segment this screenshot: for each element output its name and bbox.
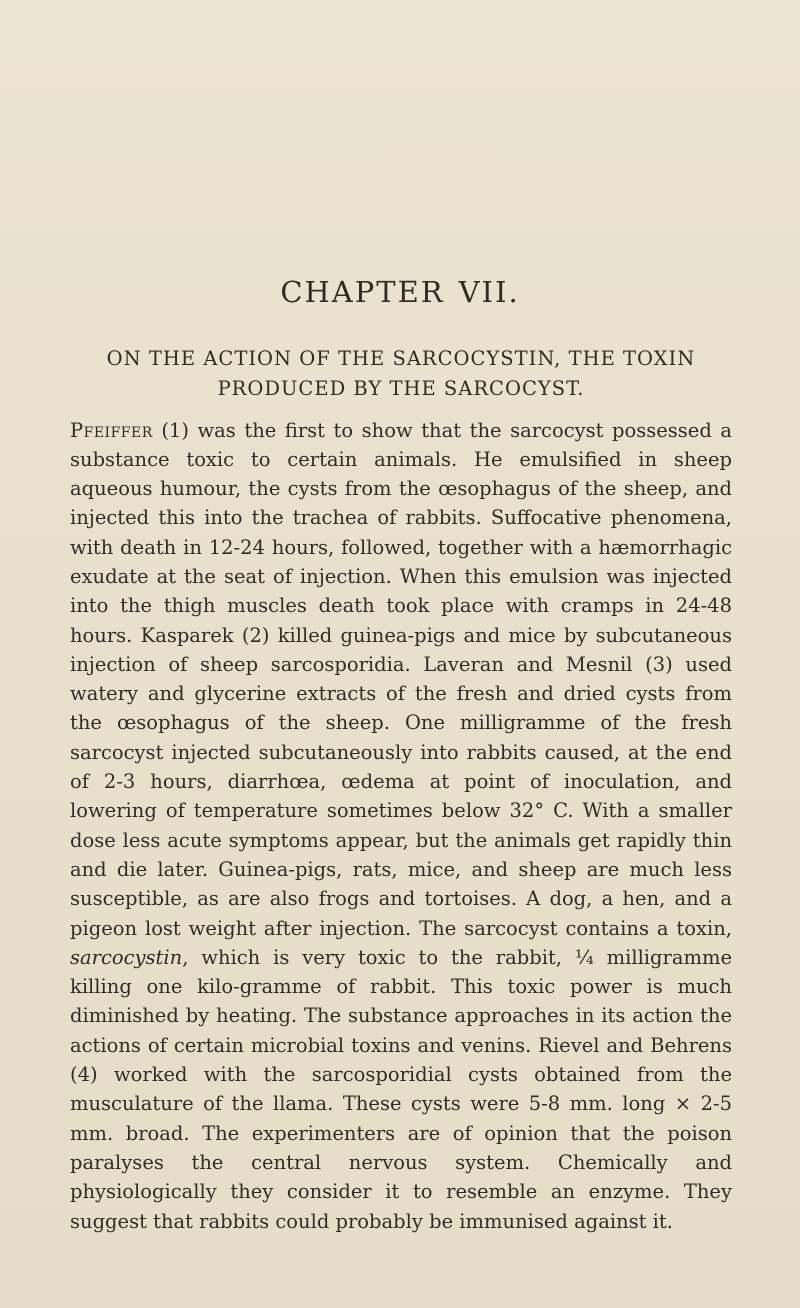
chapter-subtitle: [40, 344, 762, 404]
chapter-label: CHAPTER: [280, 275, 445, 310]
paragraph-text-part-1: (1) was the first to show that the sarcocyst possessed a substance toxic to certain animals. He emulsified in sheep aqueous humour, the cysts from the œsophagus of the sheep, and injected this into the trachea of rabbits. Suffocative phenomena, with death in 12-24 hours, followed, together with a hæmorrhagic exudate at the seat of injection. When this emulsion was injected into the thigh muscles death took place with cramps in 24-48 hours. Kasparek (2) killed guinea-pigs and mice by subcutaneous injection of sheep sarcosporidia. Laveran and Mesnil (3) used watery and glycerine extracts of the fresh and dried cysts from the œsophagus of the sheep. One milligramme of the fresh sarcocyst injected subcutaneously into rabbits caused, at the end of 2-3 hours, diarrhœa, œdema at point of inoculation, and lowering of temperature sometimes below 32° C. With a smaller dose less acute symptoms appear, but the animals get rapidly thin and die later. Guinea-pigs, rats, mice, and sheep are much less susceptible, as are also frogs and tortoises. A dog, a hen, and a pigeon lost weight after injection. The sarcocyst contains a toxin,: [70, 418, 732, 940]
lead-author-name: Pfeiffer: [70, 418, 153, 442]
chapter-heading: [0, 275, 800, 309]
toxin-name: sarcocystin: [70, 945, 183, 969]
body-paragraph: [70, 416, 732, 1236]
paragraph-text-part-2: , which is very toxic to the rabbit, ¼ milligramme killing one kilo-gramme of rabbit. This toxic power is much diminished by heating. The substance approaches in its action the actions of certain microbial toxins and venins. Rievel and Behrens (4) worked with the sarcosporidial cysts obtained from the musculature of the llama. These cysts were 5-8 mm. long × 2-5 mm. broad. The experimenters are of opinion that the poison paralyses the central nervous system. Chemically and physiologically they consider it to resemble an enzyme. They suggest that rabbits could probably be immunised against it.: [70, 945, 732, 1233]
chapter-number: VII.: [458, 275, 520, 310]
subtitle-line-2: PRODUCED BY THE SARCOCYST.: [217, 377, 585, 401]
subtitle-line-1: ON THE ACTION OF THE SARCOCYSTIN, THE TOXIN: [106, 347, 696, 371]
